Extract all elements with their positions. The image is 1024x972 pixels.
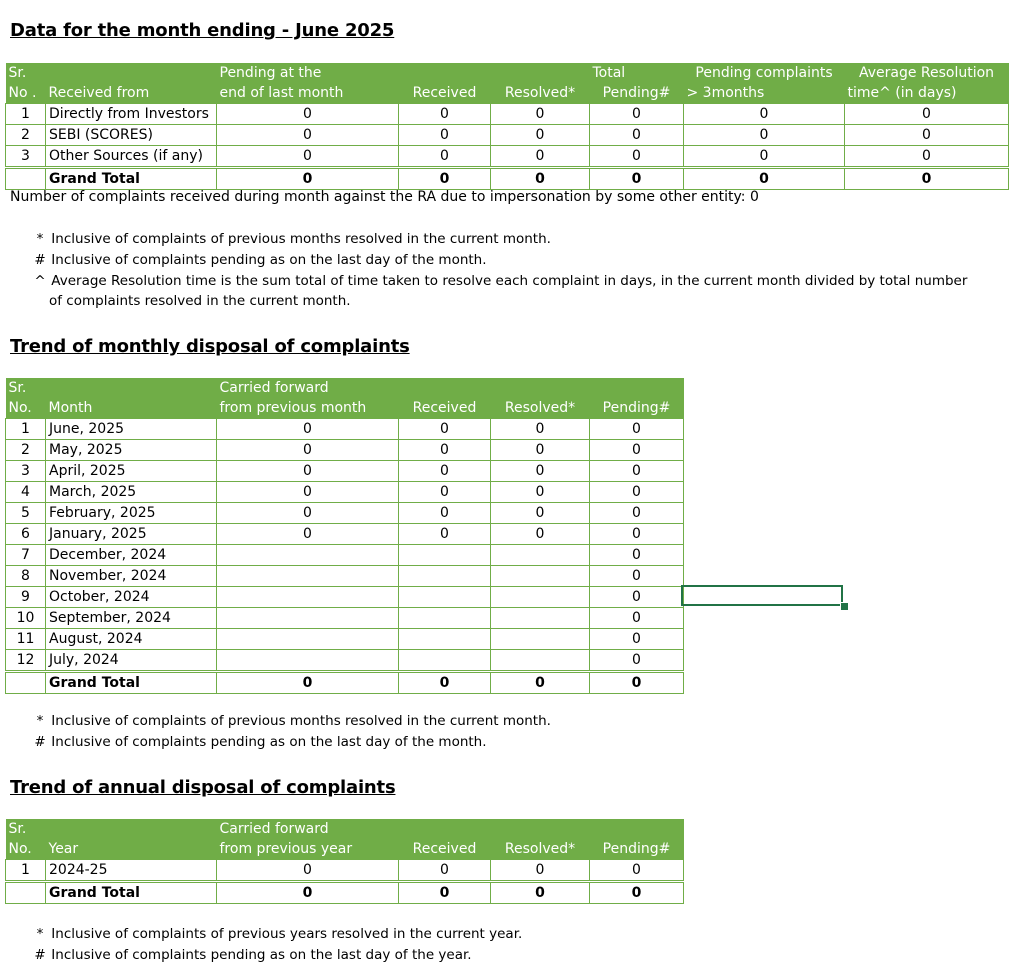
month-cell[interactable]: August, 2024 xyxy=(46,629,217,650)
sr-cell[interactable]: 2 xyxy=(6,125,46,146)
footnote-text: Average Resolution time is the sum total of time taken to resolve each complaint in days, in the current month divided by total number xyxy=(51,273,968,289)
footnote-symbol: * xyxy=(36,713,44,729)
footnote-text: Inclusive of complaints of previous months resolved in the current month. xyxy=(51,231,551,247)
avg-total-cell[interactable]: 0 xyxy=(845,168,1009,190)
footnote xyxy=(33,947,472,963)
footnote xyxy=(33,231,551,247)
table-row xyxy=(6,860,684,882)
month-complaints-table xyxy=(5,63,1009,190)
cf-cell[interactable]: 0 xyxy=(217,503,399,524)
total-label[interactable]: Grand Total xyxy=(46,672,217,694)
header-received: Received xyxy=(399,83,491,104)
source-cell[interactable]: Directly from Investors xyxy=(46,104,217,125)
footnote xyxy=(33,926,522,942)
table-header-row xyxy=(6,398,684,419)
footnote-text: Inclusive of complaints pending as on the last day of the month. xyxy=(51,734,487,750)
resolved-cell[interactable] xyxy=(491,587,590,608)
table-row xyxy=(6,524,684,545)
header-pending: Pending# xyxy=(590,398,684,419)
resolved-total-cell[interactable]: 0 xyxy=(491,168,590,190)
resolved-cell[interactable]: 0 xyxy=(491,146,590,168)
sr-cell[interactable]: 1 xyxy=(6,860,46,882)
table-row xyxy=(6,125,1009,146)
table-row xyxy=(6,482,684,503)
cf-cell[interactable]: 0 xyxy=(217,461,399,482)
p3-cell[interactable]: 0 xyxy=(684,146,845,168)
pending-total-cell[interactable]: 0 xyxy=(590,882,684,904)
total-cell[interactable]: 0 xyxy=(590,125,684,146)
pending-cell[interactable]: 0 xyxy=(590,482,684,503)
sr-cell[interactable]: 4 xyxy=(6,482,46,503)
p3-cell[interactable]: 0 xyxy=(684,125,845,146)
pending-cell[interactable]: 0 xyxy=(590,566,684,587)
avg-cell[interactable]: 0 xyxy=(845,125,1009,146)
pending-cell[interactable]: 0 xyxy=(590,650,684,672)
resolved-total-cell[interactable]: 0 xyxy=(491,882,590,904)
header-month: Month xyxy=(46,398,217,419)
pending-cell[interactable]: 0 xyxy=(590,440,684,461)
grand-total-row xyxy=(6,882,684,904)
resolved-cell[interactable]: 0 xyxy=(491,461,590,482)
received-cell[interactable]: 0 xyxy=(399,125,491,146)
footnote-text: Inclusive of complaints pending as on the last day of the month. xyxy=(51,252,487,268)
footnote-symbol: * xyxy=(36,231,44,247)
header-total-2: Pending# xyxy=(590,83,684,104)
received-cell[interactable] xyxy=(399,587,491,608)
table-row xyxy=(6,146,1009,168)
pending-cell[interactable]: 0 xyxy=(590,524,684,545)
p3-total-cell[interactable]: 0 xyxy=(684,168,845,190)
cf-total-cell[interactable]: 0 xyxy=(217,882,399,904)
resolved-cell[interactable]: 0 xyxy=(491,440,590,461)
footnote-symbol: # xyxy=(34,947,46,963)
table-header-row xyxy=(6,839,684,860)
sr-cell[interactable]: 2 xyxy=(6,440,46,461)
footnote-text: Inclusive of complaints of previous years resolved in the current year. xyxy=(51,926,523,942)
resolved-cell[interactable]: 0 xyxy=(491,503,590,524)
pending-cell[interactable]: 0 xyxy=(217,146,399,168)
table-row xyxy=(6,440,684,461)
resolved-cell[interactable] xyxy=(491,608,590,629)
resolved-cell[interactable] xyxy=(491,650,590,672)
footnote xyxy=(33,734,487,750)
table-header-row xyxy=(6,63,1009,83)
header-avg-2: time^ (in days) xyxy=(845,83,1009,104)
pending-cell[interactable]: 0 xyxy=(590,503,684,524)
month-cell[interactable]: March, 2025 xyxy=(46,482,217,503)
sr-cell[interactable]: 1 xyxy=(6,104,46,125)
avg-cell[interactable]: 0 xyxy=(845,146,1009,168)
received-cell[interactable]: 0 xyxy=(399,860,491,882)
header-pending-3m: Pending complaints xyxy=(684,63,845,83)
sr-cell[interactable]: 8 xyxy=(6,566,46,587)
resolved-cell[interactable] xyxy=(491,545,590,566)
footnote xyxy=(33,252,487,268)
table-header-row xyxy=(6,83,1009,104)
section3-title: Trend of annual disposal of complaints xyxy=(10,777,396,798)
footnote-symbol: ^ xyxy=(34,273,46,289)
received-cell[interactable] xyxy=(399,608,491,629)
sr-cell[interactable]: 3 xyxy=(6,146,46,168)
selected-cell[interactable] xyxy=(681,585,843,606)
month-cell[interactable]: December, 2024 xyxy=(46,545,217,566)
monthly-trend-table xyxy=(5,378,684,694)
footnote-symbol: * xyxy=(36,926,44,942)
received-cell[interactable]: 0 xyxy=(399,461,491,482)
resolved-cell[interactable] xyxy=(491,566,590,587)
grand-total-row xyxy=(6,168,1009,190)
header-resolved: Resolved* xyxy=(491,398,590,419)
header-sr: Sr. xyxy=(6,378,46,398)
pending-cell[interactable]: 0 xyxy=(217,125,399,146)
source-cell[interactable]: Other Sources (if any) xyxy=(46,146,217,168)
table-header-row xyxy=(6,378,684,398)
header-carried-forward: Carried forward xyxy=(217,819,399,839)
footnote-symbol: # xyxy=(34,734,46,750)
total-label[interactable]: Grand Total xyxy=(46,882,217,904)
footnote-text: Inclusive of complaints of previous months resolved in the current month. xyxy=(51,713,551,729)
received-cell[interactable] xyxy=(399,545,491,566)
month-cell[interactable]: June, 2025 xyxy=(46,419,217,440)
total-cell[interactable]: 0 xyxy=(590,104,684,125)
cf-total-cell[interactable]: 0 xyxy=(217,672,399,694)
header-resolved: Resolved* xyxy=(491,839,590,860)
total-label[interactable]: Grand Total xyxy=(46,168,217,190)
received-total-cell[interactable]: 0 xyxy=(399,882,491,904)
avg-cell[interactable]: 0 xyxy=(845,104,1009,125)
sr-cell[interactable] xyxy=(6,168,46,190)
impersonation-note: Number of complaints received during month against the RA due to impersonation by some other entity: 0 xyxy=(10,189,759,205)
header-pending-3m-2: > 3months xyxy=(684,83,845,104)
table-row xyxy=(6,503,684,524)
cf-cell[interactable] xyxy=(217,545,399,566)
resolved-cell[interactable]: 0 xyxy=(491,104,590,125)
month-cell[interactable]: September, 2024 xyxy=(46,608,217,629)
received-total-cell[interactable]: 0 xyxy=(399,672,491,694)
month-cell[interactable]: July, 2024 xyxy=(46,650,217,672)
footnote xyxy=(33,273,967,289)
month-cell[interactable]: February, 2025 xyxy=(46,503,217,524)
resolved-cell[interactable] xyxy=(491,629,590,650)
sr-cell[interactable]: 9 xyxy=(6,587,46,608)
sr-cell[interactable]: 3 xyxy=(6,461,46,482)
cf-cell[interactable]: 0 xyxy=(217,524,399,545)
received-cell[interactable]: 0 xyxy=(399,524,491,545)
header-pending: Pending at the xyxy=(217,63,399,83)
pending-total-cell[interactable]: 0 xyxy=(590,672,684,694)
cf-cell[interactable]: 0 xyxy=(217,860,399,882)
pending-cell[interactable]: 0 xyxy=(590,587,684,608)
resolved-cell[interactable]: 0 xyxy=(491,524,590,545)
footnote xyxy=(33,713,551,729)
sr-cell[interactable]: 12 xyxy=(6,650,46,672)
sr-cell[interactable]: 7 xyxy=(6,545,46,566)
pending-cell[interactable]: 0 xyxy=(590,608,684,629)
footnote-text: Inclusive of complaints pending as on the last day of the year. xyxy=(51,947,472,963)
header-pending-2: end of last month xyxy=(217,83,399,104)
table-row xyxy=(6,587,684,608)
cf-cell[interactable]: 0 xyxy=(217,440,399,461)
cf-cell[interactable]: 0 xyxy=(217,482,399,503)
header-received-from: Received from xyxy=(46,83,217,104)
header-carried-forward-2: from previous month xyxy=(217,398,399,419)
header-avg: Average Resolution xyxy=(845,63,1009,83)
total-total-cell[interactable]: 0 xyxy=(590,168,684,190)
header-sr-no: No. xyxy=(6,398,46,419)
received-cell[interactable] xyxy=(399,650,491,672)
month-cell[interactable]: October, 2024 xyxy=(46,587,217,608)
grand-total-row xyxy=(6,672,684,694)
header-received: Received xyxy=(399,398,491,419)
sr-cell[interactable]: 10 xyxy=(6,608,46,629)
received-cell[interactable]: 0 xyxy=(399,419,491,440)
table-row xyxy=(6,566,684,587)
sr-cell[interactable] xyxy=(6,672,46,694)
table-row xyxy=(6,419,684,440)
resolved-cell[interactable]: 0 xyxy=(491,419,590,440)
pending-cell[interactable]: 0 xyxy=(590,860,684,882)
received-cell[interactable]: 0 xyxy=(399,440,491,461)
cf-cell[interactable] xyxy=(217,629,399,650)
sr-cell[interactable]: 1 xyxy=(6,419,46,440)
resolved-cell[interactable]: 0 xyxy=(491,860,590,882)
header-received: Received xyxy=(399,839,491,860)
received-cell[interactable]: 0 xyxy=(399,503,491,524)
received-cell[interactable]: 0 xyxy=(399,482,491,503)
header-sr-no: No . xyxy=(6,83,46,104)
pending-cell[interactable]: 0 xyxy=(590,545,684,566)
cf-cell[interactable] xyxy=(217,608,399,629)
total-cell[interactable]: 0 xyxy=(590,146,684,168)
cf-cell[interactable] xyxy=(217,587,399,608)
sr-cell[interactable]: 5 xyxy=(6,503,46,524)
annual-trend-table xyxy=(5,819,684,904)
month-cell[interactable]: May, 2025 xyxy=(46,440,217,461)
header-pending: Pending# xyxy=(590,839,684,860)
resolved-cell[interactable]: 0 xyxy=(491,125,590,146)
cf-cell[interactable]: 0 xyxy=(217,419,399,440)
header-carried-forward-2: from previous year xyxy=(217,839,399,860)
sr-cell[interactable] xyxy=(6,882,46,904)
section2-title: Trend of monthly disposal of complaints xyxy=(10,336,410,357)
table-row xyxy=(6,461,684,482)
footnote-symbol: # xyxy=(34,252,46,268)
received-cell[interactable]: 0 xyxy=(399,146,491,168)
header-total: Total xyxy=(590,63,684,83)
source-cell[interactable]: SEBI (SCORES) xyxy=(46,125,217,146)
received-cell[interactable]: 0 xyxy=(399,104,491,125)
footnote-continuation: of complaints resolved in the current month. xyxy=(49,293,351,309)
pending-cell[interactable]: 0 xyxy=(590,419,684,440)
pending-cell[interactable]: 0 xyxy=(217,104,399,125)
header-year: Year xyxy=(46,839,217,860)
month-cell[interactable]: January, 2025 xyxy=(46,524,217,545)
p3-cell[interactable]: 0 xyxy=(684,104,845,125)
month-cell[interactable]: November, 2024 xyxy=(46,566,217,587)
sr-cell[interactable]: 6 xyxy=(6,524,46,545)
sr-cell[interactable]: 11 xyxy=(6,629,46,650)
header-sr-no: No. xyxy=(6,839,46,860)
table-header-row xyxy=(6,819,684,839)
header-sr: Sr. xyxy=(6,63,46,83)
table-row xyxy=(6,104,1009,125)
month-cell[interactable]: April, 2025 xyxy=(46,461,217,482)
pending-cell[interactable]: 0 xyxy=(590,461,684,482)
header-sr: Sr. xyxy=(6,819,46,839)
table-row xyxy=(6,629,684,650)
pending-cell[interactable]: 0 xyxy=(590,629,684,650)
cf-cell[interactable] xyxy=(217,566,399,587)
received-cell[interactable] xyxy=(399,566,491,587)
fill-handle[interactable] xyxy=(840,602,849,611)
header-carried-forward: Carried forward xyxy=(217,378,399,398)
received-cell[interactable] xyxy=(399,629,491,650)
section1-title: Data for the month ending - June 2025 xyxy=(10,20,395,41)
header-resolved: Resolved* xyxy=(491,83,590,104)
pending-total-cell[interactable]: 0 xyxy=(217,168,399,190)
table-row xyxy=(6,545,684,566)
year-cell[interactable]: 2024-25 xyxy=(46,860,217,882)
resolved-cell[interactable]: 0 xyxy=(491,482,590,503)
resolved-total-cell[interactable]: 0 xyxy=(491,672,590,694)
table-row xyxy=(6,650,684,672)
received-total-cell[interactable]: 0 xyxy=(399,168,491,190)
cf-cell[interactable] xyxy=(217,650,399,672)
table-row xyxy=(6,608,684,629)
